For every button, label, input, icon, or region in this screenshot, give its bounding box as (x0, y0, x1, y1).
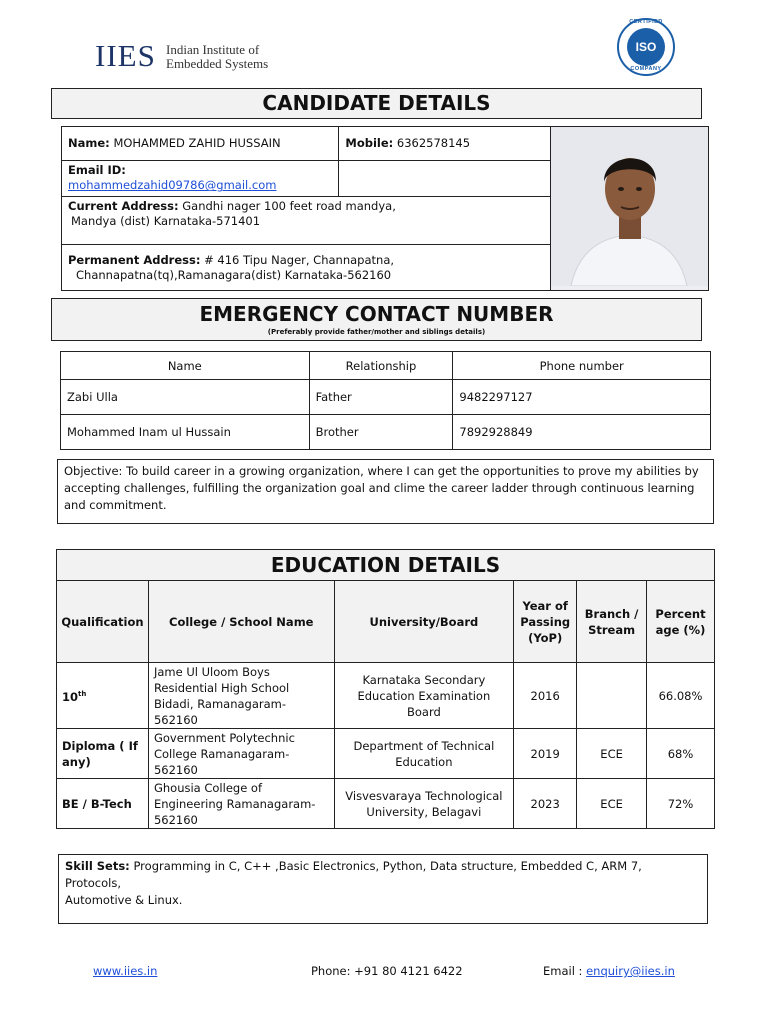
contact-phone: 7892928849 (453, 415, 711, 450)
footer-phone: Phone: +91 80 4121 6422 (311, 964, 463, 978)
edu-header-percent-line-2: age (%) (655, 622, 706, 637)
edu-year: 2019 (514, 729, 577, 779)
email-label: Email ID: (68, 163, 126, 178)
edu-college-line: 562160 (153, 712, 198, 727)
name-label: Name: (68, 136, 110, 151)
current-address-label: Current Address: (68, 198, 179, 213)
iies-logo-mark: IIES (95, 38, 156, 73)
edu-header-branch-line-2: Stream (588, 622, 636, 637)
seal-top-text: CERTIFIED (629, 19, 663, 25)
edu-qualification (57, 729, 149, 779)
edu-university-line: Department of Technical (353, 738, 495, 753)
permanent-address-label: Permanent Address: (68, 252, 201, 267)
edu-header-qualification: Qualification (57, 581, 149, 663)
edu-qualification-text: 10 (62, 689, 79, 704)
logo-line-2: Embedded Systems (166, 56, 269, 71)
edu-college (148, 663, 334, 729)
edu-university-line: Board (406, 704, 441, 719)
edu-college-line: 562160 (153, 812, 198, 827)
education-table (56, 580, 715, 829)
emergency-header-phone: Phone number (453, 352, 711, 380)
contact-relationship: Brother (309, 415, 453, 450)
edu-university-line: Education Examination (357, 688, 491, 703)
table-row (57, 779, 715, 829)
contact-phone: 9482297127 (453, 380, 711, 415)
edu-header-year (514, 581, 577, 663)
objective-line-1: To build career in a growing organization, where I can get the opportunities to prove my abilities by (126, 464, 699, 478)
iso-certified-seal-icon (617, 18, 675, 76)
edu-university (334, 663, 514, 729)
edu-qualification: BE / B-Tech (57, 779, 149, 829)
edu-qualification-line: Diploma ( If (62, 738, 138, 753)
edu-college-line: Jame Ul Uloom Boys (153, 664, 270, 679)
logo-line-1: Indian Institute of (166, 42, 260, 57)
edu-header-year-line-1: Year of (522, 598, 568, 613)
permanent-address-cell (62, 245, 551, 291)
table-row (61, 415, 711, 450)
footer-email-label: Email : (543, 964, 583, 978)
edu-header-university: University/Board (334, 581, 514, 663)
edu-percent: 68% (647, 729, 715, 779)
edu-college-line: Government Polytechnic (153, 730, 295, 745)
edu-percent: 72% (647, 779, 715, 829)
contact-name: Mohammed Inam ul Hussain (61, 415, 310, 450)
skills-line-1: Programming in C, C++ ,Basic Electronics, Python, Data structure, Embedded C, ARM 7, Protocols, (65, 859, 642, 890)
edu-university-line: Karnataka Secondary (362, 672, 486, 687)
edu-college-line: Residential High School (153, 680, 290, 695)
edu-branch (577, 663, 647, 729)
seal-center-text: ISO (627, 28, 665, 66)
contact-name: Zabi Ulla (61, 380, 310, 415)
emergency-contact-title: EMERGENCY CONTACT NUMBER (199, 302, 554, 326)
edu-university (334, 779, 514, 829)
edu-university (334, 729, 514, 779)
candidate-mobile: 6362578145 (396, 136, 471, 151)
edu-branch: ECE (577, 729, 647, 779)
objective-label: Objective: (64, 464, 123, 478)
candidate-photo-icon (551, 127, 708, 286)
emergency-table (60, 351, 711, 450)
mobile-cell (339, 127, 551, 161)
seal-bottom-text: COMPANY (630, 66, 662, 72)
candidate-table (61, 126, 709, 291)
edu-header-branch-line-1: Branch / (584, 606, 639, 621)
edu-university-line: Visvesvaraya Technological (345, 788, 503, 803)
edu-branch: ECE (577, 779, 647, 829)
edu-college-line: 562160 (153, 762, 198, 777)
empty-cell (339, 161, 551, 196)
emergency-header-relationship: Relationship (309, 352, 453, 380)
emergency-title-bar (51, 298, 702, 341)
education-details-title: EDUCATION DETAILS (56, 549, 715, 581)
candidate-name: MOHAMMED ZAHID HUSSAIN (113, 136, 281, 151)
edu-year: 2016 (514, 663, 577, 729)
footer-email-link[interactable]: enquiry@iies.in (586, 964, 675, 978)
email-link[interactable]: mohammedzahid09786@gmail.com (68, 178, 277, 193)
contact-relationship: Father (309, 380, 453, 415)
edu-header-year-line-2: Passing (520, 614, 571, 629)
edu-college-line: College Ramanagaram- (153, 746, 290, 761)
edu-percent: 66.08% (647, 663, 715, 729)
mobile-label: Mobile: (345, 136, 394, 151)
edu-college (148, 729, 334, 779)
email-cell (62, 161, 339, 196)
edu-university-line: Education (395, 754, 453, 769)
edu-qualification-line: any) (62, 754, 91, 769)
emergency-subtitle: (Preferably provide father/mother and siblings details) (267, 328, 486, 336)
table-row (61, 380, 711, 415)
edu-qualification (57, 663, 149, 729)
skills-box (58, 854, 708, 924)
current-address-line-2: Mandya (dist) Karnataka-571401 (71, 213, 261, 228)
candidate-photo (550, 127, 708, 291)
table-row (57, 729, 715, 779)
skills-label: Skill Sets: (65, 859, 130, 873)
permanent-address-line-1: # 416 Tipu Nager, Channapatna, (204, 252, 395, 267)
edu-college-line: Ghousia College of (153, 780, 263, 795)
edu-header-branch (577, 581, 647, 663)
objective-box (57, 459, 714, 524)
edu-college-line: Engineering Ramanagaram- (153, 796, 316, 811)
edu-header-percent-line-1: Percent (655, 606, 706, 621)
table-row (57, 663, 715, 729)
edu-qualification-sup: th (78, 690, 87, 699)
edu-header-year-line-3: (YoP) (528, 630, 563, 645)
objective-line-2: accepting challenges, fulfilling the organization goal and clime the career ladder through continuous learning (64, 481, 695, 495)
edu-university-line: University, Belagavi (366, 804, 482, 819)
permanent-address-line-2: Channapatna(tq),Ramanagara(dist) Karnataka-562160 (76, 267, 392, 282)
footer-website-link[interactable]: www.iies.in (93, 964, 158, 978)
edu-header-percent (647, 581, 715, 663)
iies-logo-text (166, 43, 268, 71)
name-cell (62, 127, 339, 161)
edu-college (148, 779, 334, 829)
objective-line-3: and commitment. (64, 498, 167, 512)
candidate-details-title: CANDIDATE DETAILS (51, 88, 702, 119)
emergency-header-name: Name (61, 352, 310, 380)
edu-year: 2023 (514, 779, 577, 829)
edu-header-college: College / School Name (148, 581, 334, 663)
current-address-line-1: Gandhi nager 100 feet road mandya, (182, 198, 396, 213)
current-address-cell (62, 196, 551, 245)
edu-college-line: Bidadi, Ramanagaram- (153, 696, 287, 711)
footer-email (543, 964, 675, 978)
skills-line-2: Automotive & Linux. (65, 893, 183, 907)
